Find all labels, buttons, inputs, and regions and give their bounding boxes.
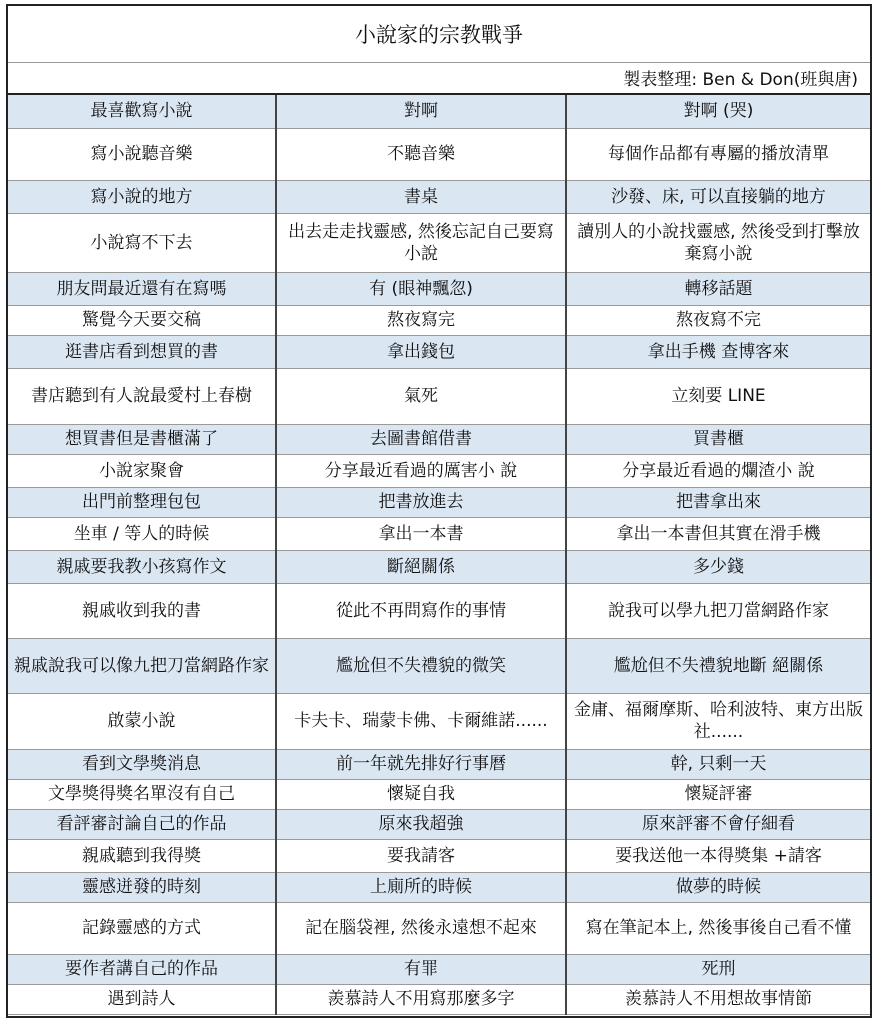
column-b-cell: 多少錢 [566,550,870,583]
column-a-cell: 記在腦袋裡, 然後永遠想不起來 [276,902,566,954]
column-a-cell: 氣死 [276,368,566,424]
situation-cell: 親戚收到我的書 [8,583,276,638]
table-row [8,487,870,517]
column-a-cell: 有罪 [276,954,566,984]
table-row [8,305,870,335]
column-b-cell: 羨慕詩人不用想故事情節 [566,984,870,1014]
column-a-cell: 上廁所的時候 [276,872,566,902]
column-b-cell: 拿出一本書但其實在滑手機 [566,517,870,550]
situation-cell: 朋友問最近還有在寫嗎 [8,272,276,305]
situation-cell: 想買書但是書櫃滿了 [8,424,276,454]
column-b-cell: 轉移話題 [566,272,870,305]
column-b-cell: 寫在筆記本上, 然後事後自己看不懂 [566,902,870,954]
table-row [8,638,870,693]
situation-cell: 寫小說聽音樂 [8,128,276,180]
comparison-sheet [6,4,872,1018]
column-b-cell: 買書櫃 [566,424,870,454]
table-row [8,424,870,454]
situation-cell: 遇到詩人 [8,984,276,1014]
column-a-cell: 從此不再問寫作的事情 [276,583,566,638]
table-title: 小說家的宗教戰爭 [8,6,870,63]
column-b-cell: 死刑 [566,954,870,984]
column-b-cell: 做夢的時候 [566,872,870,902]
situation-cell: 出門前整理包包 [8,487,276,517]
situation-cell: 要作者講自己的作品 [8,954,276,984]
situation-cell: 逛書店看到想買的書 [8,335,276,368]
situation-cell: 最喜歡寫小說 [8,95,276,128]
comparison-table [8,95,870,1015]
table-row [8,335,870,368]
column-a-cell: 羨慕詩人不用寫那麼多字 [276,984,566,1014]
column-a-cell: 把書放進去 [276,487,566,517]
table-row [8,213,870,272]
table-row [8,809,870,839]
column-b-cell: 說我可以學九把刀當網路作家 [566,583,870,638]
situation-cell: 親戚聽到我得獎 [8,839,276,872]
situation-cell: 小說寫不下去 [8,213,276,272]
column-a-cell: 熬夜寫完 [276,305,566,335]
situation-cell: 親戚說我可以像九把刀當網路作家 [8,638,276,693]
situation-cell: 寫小說的地方 [8,180,276,213]
column-a-cell: 有 (眼神飄忽) [276,272,566,305]
table-row [8,272,870,305]
column-b-cell: 分享最近看過的爛渣小 說 [566,454,870,487]
table-row [8,583,870,638]
credit-line: 製表整理: Ben & Don(班與唐) [8,62,870,95]
column-b-cell: 每個作品都有專屬的播放清單 [566,128,870,180]
column-a-cell: 前一年就先排好行事曆 [276,749,566,779]
column-b-cell: 熬夜寫不完 [566,305,870,335]
situation-cell: 小說家聚會 [8,454,276,487]
column-b-cell: 拿出手機 查博客來 [566,335,870,368]
column-a-cell: 斷絕關係 [276,550,566,583]
situation-cell: 坐車 / 等人的時候 [8,517,276,550]
column-b-cell: 原來評審不會仔細看 [566,809,870,839]
column-b-cell: 尷尬但不失禮貌地斷 絕關係 [566,638,870,693]
column-a-cell: 對啊 [276,95,566,128]
column-a-cell: 要我請客 [276,839,566,872]
column-b-cell: 對啊 (哭) [566,95,870,128]
column-b-cell: 要我送他一本得獎集 +請客 [566,839,870,872]
column-a-cell: 原來我超強 [276,809,566,839]
column-a-cell: 去圖書館借書 [276,424,566,454]
table-row [8,954,870,984]
column-a-cell: 拿出一本書 [276,517,566,550]
table-row [8,550,870,583]
column-a-cell: 尷尬但不失禮貌的微笑 [276,638,566,693]
column-a-cell: 書桌 [276,180,566,213]
column-b-cell: 懷疑評審 [566,779,870,809]
table-row [8,368,870,424]
column-a-cell: 懷疑自我 [276,779,566,809]
situation-cell: 文學獎得獎名單沒有自己 [8,779,276,809]
situation-cell: 記錄靈感的方式 [8,902,276,954]
column-b-cell: 沙發、床, 可以直接躺的地方 [566,180,870,213]
situation-cell: 書店聽到有人說最愛村上春樹 [8,368,276,424]
situation-cell: 看評審討論自己的作品 [8,809,276,839]
table-row [8,749,870,779]
situation-cell: 看到文學獎消息 [8,749,276,779]
column-a-cell: 卡夫卡、瑞蒙卡佛、卡爾維諾...... [276,693,566,749]
column-b-cell: 立刻要 LINE [566,368,870,424]
table-row [8,517,870,550]
table-row [8,984,870,1014]
table-row [8,180,870,213]
table-body [8,95,870,1014]
column-a-cell: 分享最近看過的厲害小 說 [276,454,566,487]
column-b-cell: 讀別人的小說找靈感, 然後受到打擊放棄寫小說 [566,213,870,272]
column-a-cell: 不聽音樂 [276,128,566,180]
table-row [8,839,870,872]
table-row [8,693,870,749]
column-a-cell: 出去走走找靈感, 然後忘記自己要寫小說 [276,213,566,272]
table-row [8,902,870,954]
column-b-cell: 把書拿出來 [566,487,870,517]
table-row [8,454,870,487]
situation-cell: 啟蒙小說 [8,693,276,749]
table-row [8,95,870,128]
column-a-cell: 拿出錢包 [276,335,566,368]
table-row [8,872,870,902]
situation-cell: 靈感迸發的時刻 [8,872,276,902]
column-b-cell: 金庸、福爾摩斯、哈利波特、東方出版社...... [566,693,870,749]
table-row [8,128,870,180]
situation-cell: 親戚要我教小孩寫作文 [8,550,276,583]
situation-cell: 驚覺今天要交稿 [8,305,276,335]
table-row [8,779,870,809]
column-b-cell: 幹, 只剩一天 [566,749,870,779]
